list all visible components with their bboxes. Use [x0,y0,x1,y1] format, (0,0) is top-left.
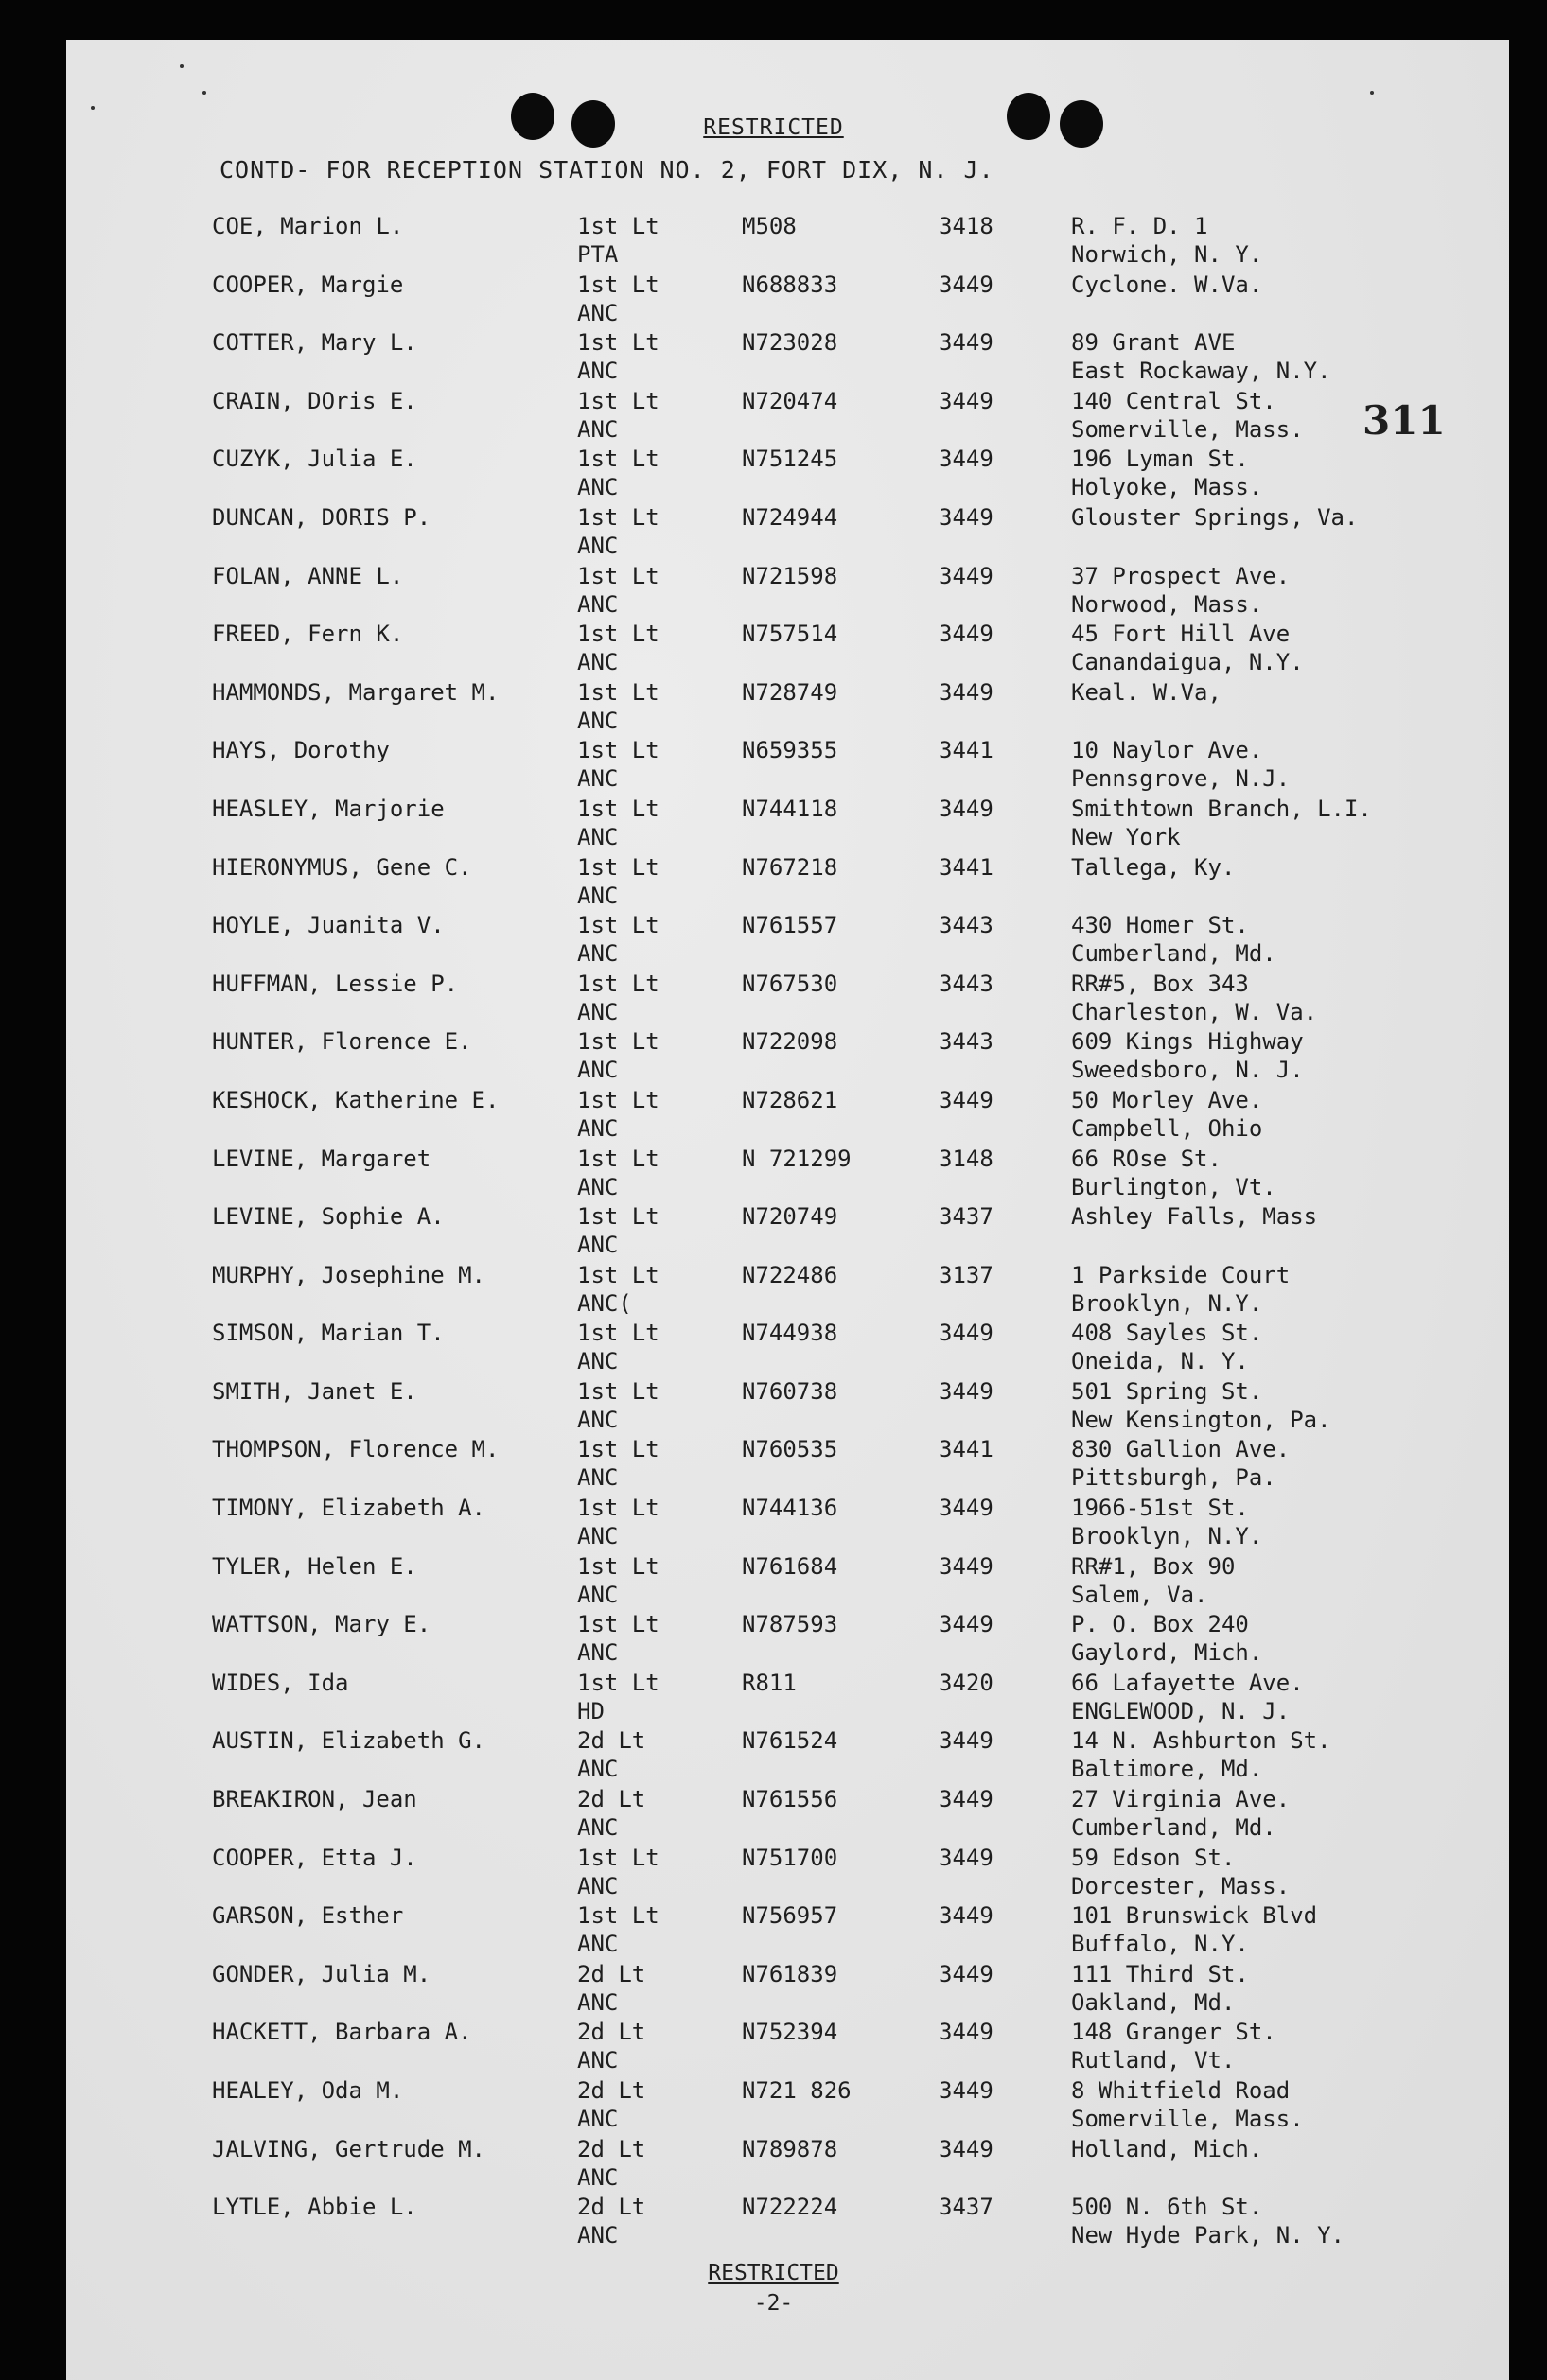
entry-address-line2: Somerville, Mass. [1071,2106,1304,2132]
roster-entry [212,1145,1442,1203]
entry-address-line2: Buffalo, N.Y. [1071,1931,1249,1958]
entry-serial: N751245 [742,446,838,473]
entry-address-line2: Somerville, Mass. [1071,415,1304,443]
entry-rank: 1st Lt [577,970,659,997]
entry-rank: 1st Lt [577,1203,659,1231]
entry-branch: ANC [577,649,619,676]
roster-entry [212,678,1442,737]
entry-name: TIMONY, Elizabeth A. [212,1495,485,1522]
entry-address-line1: RR#5, Box 343 [1071,970,1249,997]
entry-serial: N723028 [742,329,838,357]
entry-rank: 2d Lt [577,1786,646,1813]
entry-branch: ANC [577,474,619,501]
entry-address-line1: R. F. D. 1 [1071,213,1208,239]
entry-rank: 1st Lt [577,562,659,589]
roster-entry [212,1202,1442,1261]
roster-entry [212,562,1442,621]
entry-serial: N720749 [742,1203,838,1231]
roster-entry [212,1960,1442,2019]
entry-branch: ANC [577,590,619,618]
roster-entry [212,387,1442,446]
entry-name: HEASLEY, Marjorie [212,795,445,822]
entry-serial: N761839 [742,1960,838,1987]
classification-header-text: RESTRICTED [703,115,844,140]
folio-number: 311 [1362,397,1446,444]
entry-rank: 2d Lt [577,2194,646,2221]
entry-name: KESHOCK, Katherine E. [212,1086,500,1113]
entry-address-line1: 1 Parkside Court [1071,1261,1291,1288]
entry-name: SMITH, Janet E. [212,1377,417,1405]
entry-address-line2: Pittsburgh, Pa. [1071,1464,1276,1492]
entry-serial: N728621 [742,1086,838,1113]
roster-entry [212,853,1442,912]
entry-serial: N761557 [742,912,838,939]
entry-name: MURPHY, Josephine M. [212,1261,485,1288]
entry-code: 3449 [939,1902,993,1930]
entry-code: 3449 [939,1495,993,1522]
entry-branch: ANC [577,2163,619,2191]
entry-name: CRAIN, DOris E. [212,387,417,414]
entry-address-line1: Holland, Mich. [1071,2135,1263,2162]
entry-serial: N659355 [742,737,838,764]
entry-branch: ANC [577,358,619,385]
entry-rank: 1st Lt [577,271,659,298]
entry-address-line1: 89 Grant AVE [1071,329,1236,357]
entry-address-line2: New York [1071,823,1181,850]
entry-name: HUFFMAN, Lessie P. [212,970,459,997]
entry-code: 3449 [939,562,993,589]
entry-rank: 1st Lt [577,678,659,706]
entry-branch: ANC [577,765,619,793]
entry-rank: 1st Lt [577,795,659,822]
roster-entry [212,1261,1442,1320]
entry-rank: 1st Lt [577,1377,659,1405]
entry-address-line1: 140 Central St. [1071,387,1276,414]
entry-name: COE, Marion L. [212,213,404,239]
entry-address-line1: 111 Third St. [1071,1960,1249,1987]
entry-rank: 2d Lt [577,1960,646,1987]
entry-name: HUNTER, Florence E. [212,1028,472,1056]
entry-address-line2: Cumberland, Md. [1071,1814,1276,1842]
classification-footer-text: RESTRICTED [708,2261,839,2285]
entry-serial: N722224 [742,2194,838,2221]
entry-code: 3420 [939,1669,993,1696]
roster-entry [212,970,1442,1028]
roster-entry [212,1319,1442,1377]
roster-entry [212,1901,1442,1960]
entry-rank: 1st Lt [577,503,659,531]
entry-address-line2: Burlington, Vt. [1071,1173,1276,1200]
entry-rank: 1st Lt [577,1611,659,1638]
entry-branch: ANC [577,1872,619,1899]
entry-rank: 1st Lt [577,853,659,881]
entry-name: THOMPSON, Florence M. [212,1436,500,1463]
entry-name: HACKETT, Barbara A. [212,2019,472,2046]
entry-address-line2: Brooklyn, N.Y. [1071,1289,1263,1317]
entry-branch: ANC [577,998,619,1025]
entry-address-line1: 148 Granger St. [1071,2019,1276,2046]
entry-branch: ANC [577,1814,619,1842]
entry-serial: N744136 [742,1495,838,1522]
entry-rank: 1st Lt [577,621,659,648]
roster-entry [212,795,1442,853]
entry-address-line2: East Rockaway, N.Y. [1071,358,1331,385]
entry-code: 3449 [939,678,993,706]
entry-address-line2: Oakland, Md. [1071,1988,1236,2016]
entry-name: SIMSON, Marian T. [212,1320,445,1347]
entry-code: 3437 [939,2194,993,2221]
entry-code: 3137 [939,1261,993,1288]
entry-rank: 1st Lt [577,912,659,939]
entry-serial: N688833 [742,271,838,298]
entry-code: 3449 [939,2077,993,2104]
entry-code: 3449 [939,2019,993,2046]
entry-name: TYLER, Helen E. [212,1552,417,1580]
entry-serial: N757514 [742,621,838,648]
entry-branch: ANC [577,1173,619,1200]
entry-address-line1: 609 Kings Highway [1071,1028,1304,1056]
entry-serial: N789878 [742,2135,838,2162]
entry-branch: ANC [577,1348,619,1375]
entry-rank: 1st Lt [577,1436,659,1463]
entry-branch: ANC [577,2047,619,2074]
roster-entry [212,911,1442,970]
entry-rank: 1st Lt [577,387,659,414]
entry-name: GARSON, Esther [212,1902,404,1930]
entry-serial: N767530 [742,970,838,997]
entry-address-line1: 500 N. 6th St. [1071,2194,1263,2221]
entry-serial: N722098 [742,1028,838,1056]
entry-code: 3449 [939,2135,993,2162]
entry-address-line1: Keal. W.Va, [1071,678,1222,706]
entry-branch: PTA [577,241,619,268]
entry-serial: N752394 [742,2019,838,2046]
roster-entry [212,271,1442,329]
entry-branch: ANC [577,882,619,909]
entry-serial: N761524 [742,1727,838,1755]
entry-code: 3437 [939,1203,993,1231]
entry-address-line2: Rutland, Vt. [1071,2047,1236,2074]
entry-address-line1: 196 Lyman St. [1071,446,1249,473]
entry-code: 3449 [939,1552,993,1580]
entry-serial: N744118 [742,795,838,822]
entry-code: 3449 [939,329,993,357]
entry-code: 3449 [939,1377,993,1405]
entry-name: LEVINE, Sophie A. [212,1203,445,1231]
entry-address-line1: 50 Morley Ave. [1071,1086,1263,1113]
roster-entry [212,212,1442,271]
entry-code: 3441 [939,737,993,764]
entry-name: HOYLE, Juanita V. [212,912,445,939]
entry-address-line2: Gaylord, Mich. [1071,1639,1263,1667]
entry-serial: N761684 [742,1552,838,1580]
roster-entry [212,1726,1442,1785]
scan-speck [1370,91,1374,95]
entry-serial: N 721299 [742,1145,852,1172]
entry-serial: N767218 [742,853,838,881]
entry-address-line1: Cyclone. W.Va. [1071,271,1263,298]
entry-rank: 1st Lt [577,213,659,239]
entry-address-line2: Charleston, W. Va. [1071,998,1318,1025]
entry-address-line2: Oneida, N. Y. [1071,1348,1249,1375]
entry-address-line1: Ashley Falls, Mass [1071,1203,1318,1231]
entry-branch: ANC [577,532,619,559]
entry-address-line2: Cumberland, Md. [1071,940,1276,968]
personnel-roster [212,212,1442,2251]
entry-address-line1: 27 Virginia Ave. [1071,1786,1291,1813]
entry-address-line2: Holyoke, Mass. [1071,474,1263,501]
roster-entry [212,620,1442,678]
entry-address-line2: New Hyde Park, N. Y. [1071,2222,1345,2249]
entry-address-line1: Smithtown Branch, L.I. [1071,795,1372,822]
roster-entry [212,1086,1442,1145]
roster-subtitle: CONTD- FOR RECEPTION STATION NO. 2, FORT DIX, N. J. [220,156,994,184]
roster-entry [212,1785,1442,1844]
entry-rank: 1st Lt [577,737,659,764]
entry-name: JALVING, Gertrude M. [212,2135,485,2162]
entry-address-line2: Pennsgrove, N.J. [1071,765,1291,793]
entry-code: 3449 [939,1786,993,1813]
entry-address-line1: P. O. Box 240 [1071,1611,1249,1638]
entry-rank: 1st Lt [577,1320,659,1347]
entry-branch: ANC [577,1114,619,1142]
entry-rank: 2d Lt [577,2019,646,2046]
entry-name: GONDER, Julia M. [212,1960,431,1987]
entry-name: FOLAN, ANNE L. [212,562,404,589]
entry-name: HEALEY, Oda M. [212,2077,404,2104]
entry-rank: 1st Lt [577,1902,659,1930]
entry-branch: ANC [577,1232,619,1259]
roster-entry [212,1027,1442,1086]
entry-serial: M508 [742,213,797,239]
entry-name: WATTSON, Mary E. [212,1611,431,1638]
entry-serial: N728749 [742,678,838,706]
classification-footer [0,2261,1547,2285]
entry-address-line1: 1966-51st St. [1071,1495,1249,1522]
entry-branch: ANC( [577,1289,632,1317]
entry-name: LEVINE, Margaret [212,1145,431,1172]
entry-name: HAYS, Dorothy [212,737,390,764]
entry-address-line1: Tallegа, Ky. [1071,853,1236,881]
roster-entry [212,445,1442,503]
entry-rank: 1st Lt [577,1028,659,1056]
entry-address-line2: Campbell, Ohio [1071,1114,1263,1142]
roster-entry [212,328,1442,387]
entry-rank: 2d Lt [577,2135,646,2162]
classification-header [0,115,1547,140]
entry-code: 3449 [939,1086,993,1113]
entry-serial: N787593 [742,1611,838,1638]
entry-branch: HD [577,1697,605,1724]
entry-branch: ANC [577,1988,619,2016]
entry-address-line1: 10 Naylor Ave. [1071,737,1263,764]
scan-speck [180,64,184,68]
entry-rank: 1st Lt [577,1495,659,1522]
entry-serial: N721598 [742,562,838,589]
entry-address-line2: Sweedsboro, N. J. [1071,1057,1304,1084]
entry-address-line1: 66 ROse St. [1071,1145,1222,1172]
entry-branch: ANC [577,2222,619,2249]
roster-entry [212,2135,1442,2194]
entry-branch: ANC [577,1581,619,1608]
entry-serial: N722486 [742,1261,838,1288]
entry-rank: 1st Lt [577,1552,659,1580]
entry-name: HAMMONDS, Margaret M. [212,678,500,706]
entry-rank: 1st Lt [577,1844,659,1871]
entry-address-line1: 408 Sayles St. [1071,1320,1263,1347]
roster-entry [212,736,1442,795]
entry-rank: 1st Lt [577,1669,659,1696]
entry-branch: ANC [577,1523,619,1550]
roster-entry [212,1610,1442,1669]
entry-code: 3449 [939,1960,993,1987]
entry-branch: ANC [577,1756,619,1783]
page-number: -2- [753,2291,794,2316]
entry-rank: 1st Lt [577,329,659,357]
entry-serial: N720474 [742,387,838,414]
entry-code: 3441 [939,853,993,881]
entry-code: 3148 [939,1145,993,1172]
entry-serial: N744938 [742,1320,838,1347]
entry-address-line1: 59 Edson St. [1071,1844,1236,1871]
roster-entry [212,2018,1442,2076]
entry-branch: ANC [577,1464,619,1492]
entry-rank: 1st Lt [577,1145,659,1172]
entry-serial: N760738 [742,1377,838,1405]
entry-address-line1: RR#1, Box 90 [1071,1552,1236,1580]
entry-code: 3449 [939,387,993,414]
scan-speck [91,106,95,110]
entry-rank: 1st Lt [577,1086,659,1113]
entry-address-line2: Canandaigua, N.Y. [1071,649,1304,676]
entry-address-line2: Norwich, N. Y. [1071,241,1263,268]
entry-rank: 1st Lt [577,446,659,473]
entry-name: DUNCAN, DORIS P. [212,503,431,531]
entry-branch: ANC [577,1406,619,1433]
roster-entry [212,1552,1442,1611]
entry-code: 3443 [939,1028,993,1056]
entry-address-line2: ENGLEWOOD, N. J. [1071,1697,1291,1724]
entry-address-line2: Salem, Va. [1071,1581,1208,1608]
roster-entry [212,503,1442,562]
entry-address-line2: Brooklyn, N.Y. [1071,1523,1263,1550]
entry-address-line2: Norwood, Mass. [1071,590,1263,618]
entry-rank: 2d Lt [577,2077,646,2104]
entry-branch: ANC [577,823,619,850]
entry-address-line1: 14 N. Ashburton St. [1071,1727,1331,1755]
entry-serial: N721 826 [742,2077,852,2104]
entry-serial: R811 [742,1669,797,1696]
entry-address-line1: 66 Lafayette Ave. [1071,1669,1304,1696]
entry-code: 3449 [939,1727,993,1755]
entry-address-line1: 37 Prospect Ave. [1071,562,1291,589]
entry-branch: ANC [577,1057,619,1084]
entry-rank: 1st Lt [577,1261,659,1288]
roster-entry [212,1494,1442,1552]
roster-entry [212,1669,1442,1727]
entry-branch: ANC [577,940,619,968]
entry-code: 3449 [939,271,993,298]
entry-address-line1: 45 Fort Hill Ave [1071,621,1291,648]
entry-address-line2: Baltimore, Md. [1071,1756,1263,1783]
entry-address-line1: 830 Gallion Ave. [1071,1436,1291,1463]
entry-serial: N760535 [742,1436,838,1463]
entry-name: CUZYK, Julia E. [212,446,417,473]
entry-address-line1: Glouster Springs, Va. [1071,503,1359,531]
entry-code: 3449 [939,795,993,822]
roster-entry [212,1435,1442,1494]
entry-name: WIDES, Ida [212,1669,349,1696]
entry-code: 3418 [939,213,993,239]
roster-entry [212,1377,1442,1436]
entry-branch: ANC [577,1639,619,1667]
entry-rank: 2d Lt [577,1727,646,1755]
entry-name: AUSTIN, Elizabeth G. [212,1727,485,1755]
entry-address-line2: New Kensington, Pa. [1071,1406,1331,1433]
entry-name: FREED, Fern K. [212,621,404,648]
entry-code: 3449 [939,1844,993,1871]
entry-address-line1: 101 Brunswick Blvd [1071,1902,1318,1930]
entry-address-line2: Dorcester, Mass. [1071,1872,1291,1899]
entry-address-line1: 501 Spring St. [1071,1377,1263,1405]
roster-entry [212,2193,1442,2251]
entry-serial: N761556 [742,1786,838,1813]
entry-code: 3449 [939,446,993,473]
entry-code: 3443 [939,912,993,939]
roster-entry [212,2076,1442,2135]
entry-branch: ANC [577,1931,619,1958]
entry-code: 3449 [939,1320,993,1347]
entry-serial: N751700 [742,1844,838,1871]
entry-code: 3449 [939,503,993,531]
entry-name: COOPER, Etta J. [212,1844,417,1871]
entry-address-line1: 430 Homer St. [1071,912,1249,939]
entry-branch: ANC [577,299,619,326]
entry-address-line1: 8 Whitfield Road [1071,2077,1291,2104]
entry-code: 3441 [939,1436,993,1463]
roster-entry [212,1844,1442,1902]
entry-serial: N756957 [742,1902,838,1930]
entry-branch: ANC [577,2106,619,2132]
entry-branch: ANC [577,415,619,443]
entry-name: HIERONYMUS, Gene C. [212,853,472,881]
entry-name: BREAKIRON, Jean [212,1786,417,1813]
entry-name: COTTER, Mary L. [212,329,417,357]
entry-code: 3443 [939,970,993,997]
scan-speck [202,91,206,95]
entry-serial: N724944 [742,503,838,531]
entry-name: LYTLE, Abbie L. [212,2194,417,2221]
entry-code: 3449 [939,621,993,648]
entry-name: COOPER, Margie [212,271,404,298]
entry-branch: ANC [577,707,619,734]
entry-code: 3449 [939,1611,993,1638]
